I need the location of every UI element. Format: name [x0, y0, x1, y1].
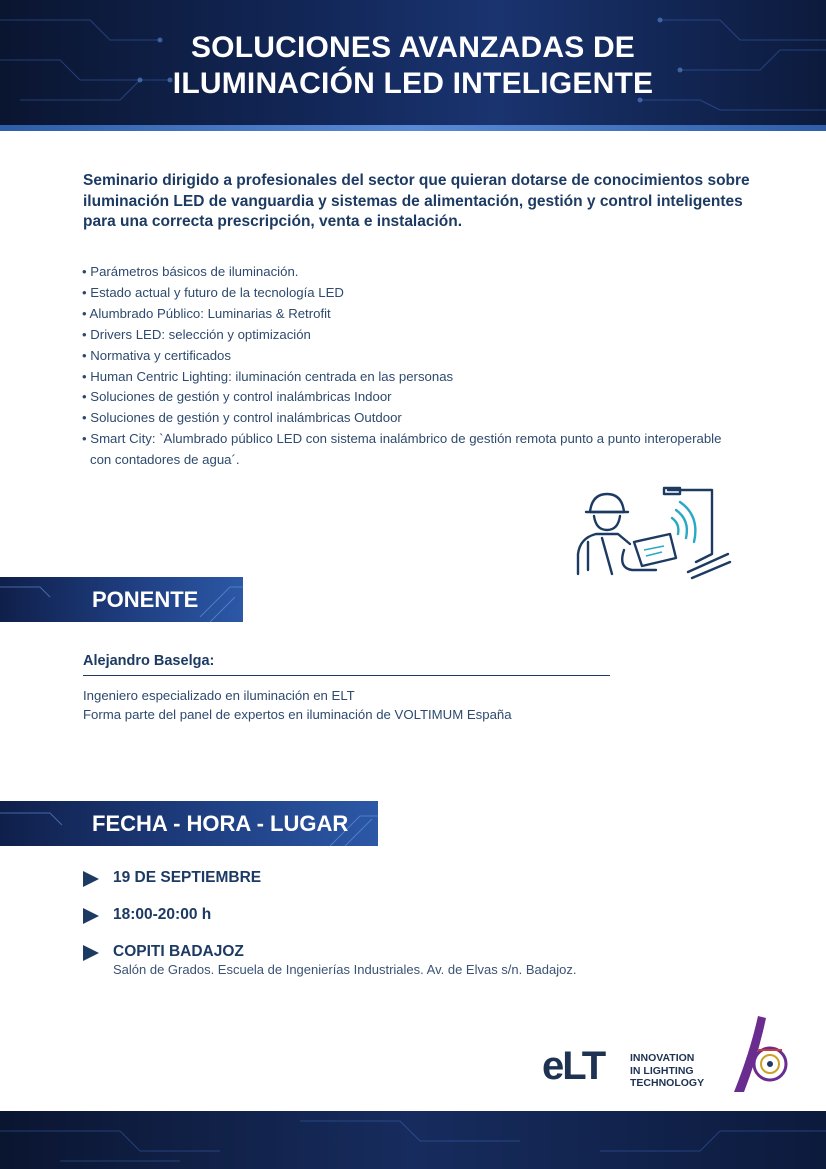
intro-paragraph: Seminario dirigido a profesionales del sector que quieran dotarse de conocimientos sobre iluminación LED de vanguardia y sistemas de alimentación, gestión y control inteligentes para una correcta prescripción, venta e instalación. [83, 172, 750, 230]
event-time: 18:00-20:00 h [113, 906, 212, 923]
engineer-with-tablet-icon [572, 484, 734, 586]
event-place: COPITI BADAJOZ [113, 943, 244, 960]
topic-item: • Alumbrado Público: Luminarias & Retrofit [82, 305, 331, 321]
title-line-1: SOLUCIONES AVANZADAS DE [190, 31, 636, 64]
topic-item: • Human Centric Lighting: iluminación centrada en las personas [82, 368, 454, 384]
speaker-line: Ingeniero especializado en iluminación en ELT [83, 688, 355, 703]
elt-tagline [630, 1052, 704, 1090]
fecha-heading-band [0, 801, 378, 846]
elt-tagline-line: TECHNOLOGY [630, 1077, 705, 1089]
topic-item: • Estado actual y futuro de la tecnología LED [82, 284, 344, 300]
title-line-2: ILUMINACIÓN LED INTELIGENTE [172, 67, 654, 100]
section-heading: PONENTE [92, 587, 199, 612]
topic-item: • Soluciones de gestión y control inalámbricas Indoor [82, 389, 392, 405]
elt-tagline-line: IN LIGHTING [630, 1064, 694, 1077]
event-date: 19 DE SEPTIEMBRE [113, 869, 262, 886]
event-address: Salón de Grados. Escuela de Ingenierías Industriales. Av. de Elvas s/n. Badajoz. [113, 962, 577, 977]
wifi-icon [672, 502, 695, 542]
play-bullet-icon [83, 871, 99, 887]
speaker-description [83, 686, 512, 724]
logos-area [542, 1012, 792, 1096]
topics-list [82, 262, 722, 471]
circuit-pattern [0, 1111, 826, 1169]
speaker-line: Forma parte del panel de expertos en iluminación de VOLTIMUM España [83, 707, 512, 722]
topic-item: • Drivers LED: selección y optimización [82, 326, 311, 342]
divider [83, 675, 610, 676]
footer-banner [0, 1111, 826, 1169]
topic-item: • Soluciones de gestión y control inalámbricas Outdoor [82, 410, 402, 426]
header-banner [0, 0, 826, 131]
elt-tagline-line: INNOVATION [630, 1052, 695, 1064]
topic-item: • Normativa y certificados [82, 347, 231, 363]
topic-item: • Parámetros básicos de iluminación. [82, 264, 299, 279]
page-title [0, 30, 826, 102]
ponente-heading-band [0, 577, 243, 622]
elt-logo: eLT [542, 1044, 605, 1088]
section-heading: FECHA - HORA - LUGAR [92, 811, 349, 836]
header-accent-line [0, 125, 826, 131]
copiti-emblem-icon [728, 1012, 790, 1096]
speaker-name: Alejandro Baselga: [83, 653, 215, 669]
topic-item: • Smart City: `Alumbrado público LED con sistema inalámbrico de gestión remota punto a punto interoperable con contadores de agua´. [82, 431, 722, 468]
play-bullet-icon [83, 945, 99, 961]
play-bullet-icon [83, 908, 99, 924]
